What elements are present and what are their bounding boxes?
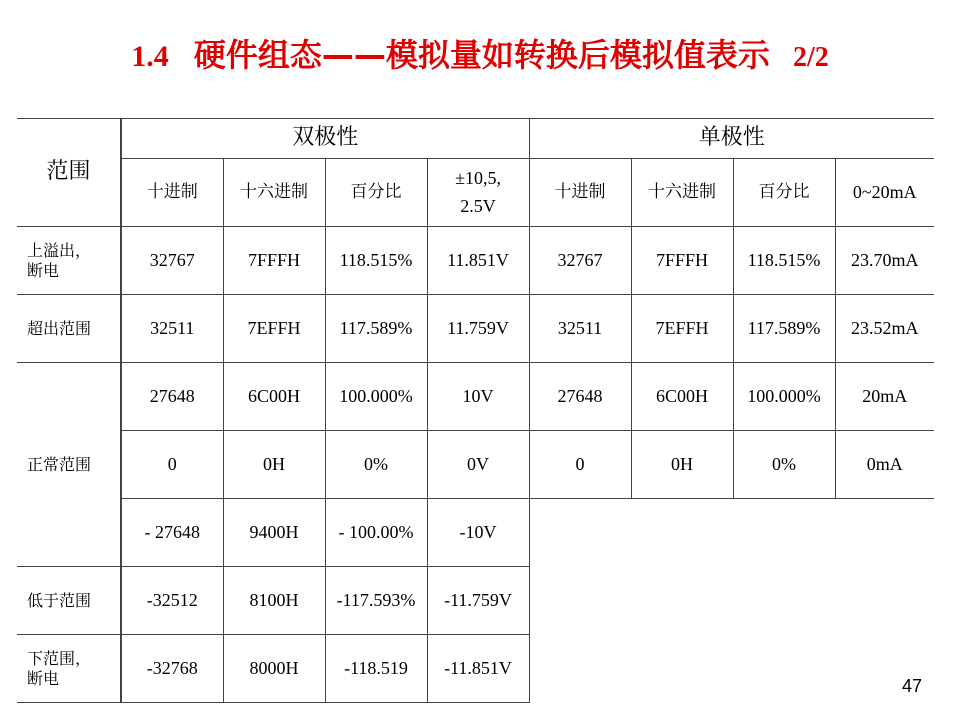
cell: 27648: [529, 363, 631, 431]
unipolar-header: 单极性: [529, 119, 934, 159]
cell: 7EFFH: [223, 295, 325, 363]
cell: 11.759V: [427, 295, 529, 363]
cell: 0: [121, 431, 223, 499]
cell: 0H: [631, 431, 733, 499]
row-label-underflow: [17, 635, 121, 703]
cell: 23.52mA: [835, 295, 934, 363]
cell: 0V: [427, 431, 529, 499]
bip-pct-header: 百分比: [325, 159, 427, 227]
uni-pct-header: 百分比: [733, 159, 835, 227]
cell: - 100.00%: [325, 499, 427, 567]
cell: 23.70mA: [835, 227, 934, 295]
label-line: 上溢出，: [27, 241, 92, 261]
cell: 117.589%: [733, 295, 835, 363]
header-row-2: [17, 159, 934, 227]
title-text: 硬件组态——模拟量如转换后模拟值表示: [193, 36, 770, 74]
cell: -11.759V: [427, 567, 529, 635]
bip-unit-line1: ±10,5,: [455, 167, 501, 188]
title-number: 1.4: [131, 40, 169, 73]
cell: 0H: [223, 431, 325, 499]
cell: 11.851V: [427, 227, 529, 295]
cell: -32768: [121, 635, 223, 703]
cell: -117.593%: [325, 567, 427, 635]
uni-dec-header: 十进制: [529, 159, 631, 227]
table-row: [17, 431, 934, 499]
uni-unit-header: 0~20mA: [835, 159, 934, 227]
bip-hex-header: 十六进制: [223, 159, 325, 227]
cell: 32767: [529, 227, 631, 295]
bip-dec-header: 十进制: [121, 159, 223, 227]
table-row: [17, 499, 934, 567]
row-label-overflow: [17, 227, 121, 295]
table-row: [17, 363, 934, 431]
cell: 27648: [121, 363, 223, 431]
uni-hex-header: 十六进制: [631, 159, 733, 227]
cell: 7FFFH: [631, 227, 733, 295]
header-row-1: [17, 119, 934, 159]
cell: 32767: [121, 227, 223, 295]
cell: 6C00H: [223, 363, 325, 431]
label-line: 断电: [27, 260, 60, 280]
cell: 117.589%: [325, 295, 427, 363]
cell: 8000H: [223, 635, 325, 703]
page-number: 47: [901, 676, 922, 696]
cell: 100.000%: [325, 363, 427, 431]
analog-value-table: [17, 118, 934, 703]
bip-unit-line2: 2.5V: [460, 195, 496, 216]
cell: 118.515%: [325, 227, 427, 295]
cell: 10V: [427, 363, 529, 431]
row-label-normal: 正常范围: [17, 363, 121, 567]
cell: 0%: [325, 431, 427, 499]
cell: -10V: [427, 499, 529, 567]
cell: 8100H: [223, 567, 325, 635]
bipolar-header: 双极性: [121, 119, 529, 159]
cell: -32512: [121, 567, 223, 635]
label-line: 断电: [27, 668, 60, 688]
cell: -118.519: [325, 635, 427, 703]
cell: -11.851V: [427, 635, 529, 703]
cell: 0mA: [835, 431, 934, 499]
cell: 0%: [733, 431, 835, 499]
row-label-under-range: 低于范围: [17, 567, 121, 635]
row-label-over-range: 超出范围: [17, 295, 121, 363]
table-row: [17, 295, 934, 363]
empty-area: [529, 499, 934, 703]
title-page: 2/2: [793, 42, 829, 73]
cell: 118.515%: [733, 227, 835, 295]
table-row: [17, 227, 934, 295]
cell: 7FFFH: [223, 227, 325, 295]
slide-title: [0, 30, 960, 76]
cell: 7EFFH: [631, 295, 733, 363]
cell: 9400H: [223, 499, 325, 567]
cell: 6C00H: [631, 363, 733, 431]
cell: 0: [529, 431, 631, 499]
cell: - 27648: [121, 499, 223, 567]
cell: 100.000%: [733, 363, 835, 431]
cell: 32511: [529, 295, 631, 363]
cell: 32511: [121, 295, 223, 363]
range-header: 范围: [17, 119, 121, 227]
bip-unit-header: [427, 159, 529, 227]
cell: 20mA: [835, 363, 934, 431]
label-line: 下范围，: [27, 649, 92, 669]
